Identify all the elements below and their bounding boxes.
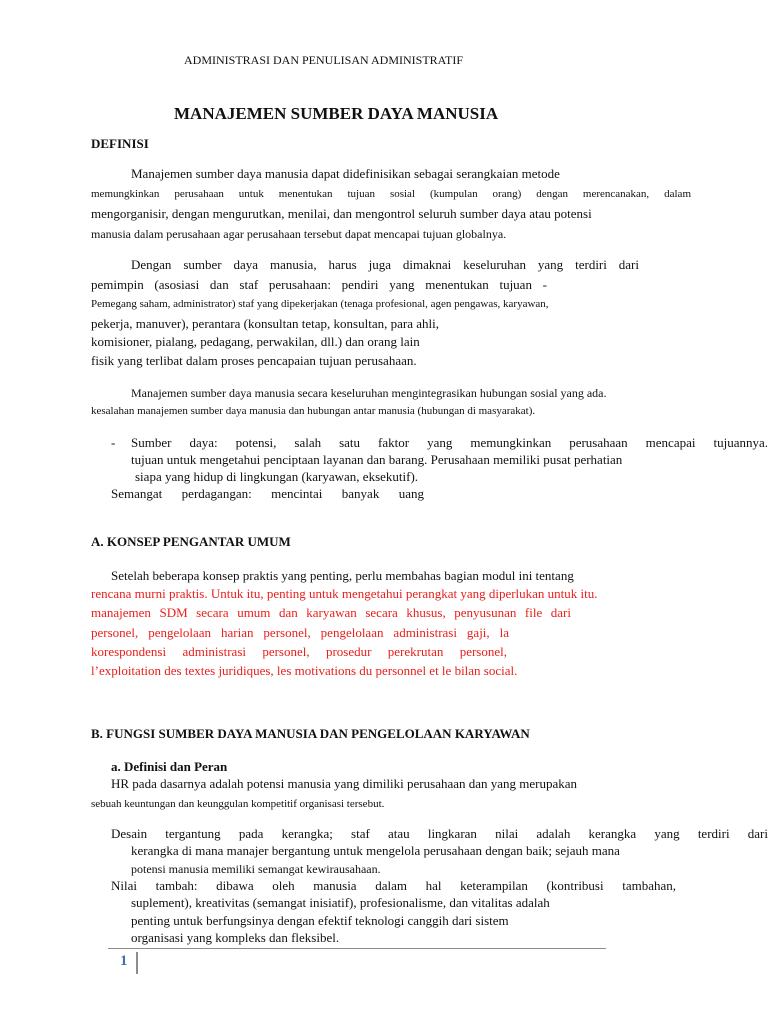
definisi-p1-line: mengorganisir, dengan mengurutkan, menilai, dan mengontrol seluruh sumber daya atau potensi bbox=[91, 206, 592, 221]
definisi-p1-line: memungkinkan perusahaan untuk menentukan tujuan sosial (kumpulan orang) dengan merencanakan, dalam bbox=[91, 188, 691, 200]
definisi-p3-line: kesalahan manajemen sumber daya manusia dan hubungan antar manusia (hubungan di masyarakat). bbox=[91, 405, 536, 417]
section-a-red-line: korespondensi administrasi personel, prosedur perekrutan personel, bbox=[91, 644, 507, 659]
desain-line: kerangka di mana manajer bergantung untuk mengelola perusahaan dengan baik; sejauh mana bbox=[131, 843, 620, 858]
hr-line: sebuah keuntungan dan keunggulan kompetitif organisasi tersebut. bbox=[91, 798, 385, 810]
page-number-divider bbox=[136, 952, 138, 974]
desain-line: Desain tergantung pada kerangka; staf atau lingkaran nilai adalah kerangka yang terdiri dari bbox=[111, 826, 768, 841]
bullet-line: siapa yang hidup di lingkungan (karyawan, eksekutif). bbox=[135, 469, 419, 484]
definisi-p1-line: manusia dalam perusahaan agar perusahaan tersebut dapat mencapai tujuan globalnya. bbox=[91, 227, 507, 241]
definisi-p2-line: komisioner, pialang, pedagang, perwakilan, dll.) dan orang lain bbox=[91, 334, 420, 349]
footer-rule bbox=[108, 948, 606, 949]
bullet-marker: - bbox=[111, 435, 116, 450]
nilai-line: organisasi yang kompleks dan fleksibel. bbox=[131, 930, 340, 945]
section-a-intro: Setelah beberapa konsep praktis yang penting, perlu membahas bagian modul ini tentang bbox=[111, 568, 574, 583]
definisi-p2-line: pekerja, manuver), perantara (konsultan tetap, konsultan, para ahli, bbox=[91, 316, 439, 331]
definisi-p1-line: Manajemen sumber daya manusia dapat didefinisikan sebagai serangkaian metode bbox=[131, 166, 560, 181]
hr-line: HR pada dasarnya adalah potensi manusia yang dimiliki perusahaan dan yang merupakan bbox=[111, 776, 578, 791]
section-b-heading: B. FUNGSI SUMBER DAYA MANUSIA DAN PENGELOLAAN KARYAWAN bbox=[91, 726, 530, 741]
bullet-line: tujuan untuk mengetahui penciptaan layanan dan barang. Perusahaan memiliki pusat perhatian bbox=[131, 452, 623, 467]
definisi-p2-line: Dengan sumber daya manusia, harus juga dimaknai keseluruhan yang terdiri dari bbox=[131, 257, 639, 272]
section-a-red-line: l’exploitation des textes juridiques, les motivations du personnel et le bilan social. bbox=[91, 663, 518, 678]
section-a-red-line: rencana murni praktis. Untuk itu, penting untuk mengetahui perangkat yang diperlukan untuk itu. bbox=[91, 586, 598, 601]
definisi-p2-line: Pemegang saham, administrator) staf yang dipekerjakan (tenaga profesional, agen pengawas, karyawan, bbox=[91, 298, 549, 310]
section-a-red-line: personel, pengelolaan harian personel, pengelolaan administrasi gaji, la bbox=[91, 625, 509, 640]
section-b-subheading: a. Definisi dan Peran bbox=[111, 759, 228, 774]
definisi-p2-line: fisik yang terlibat dalam proses pencapaian tujuan perusahaan. bbox=[91, 353, 417, 368]
nilai-line: suplement), kreativitas (semangat inisiatif), profesionalisme, dan vitalitas adalah bbox=[131, 895, 550, 910]
nilai-line: Nilai tambah: dibawa oleh manusia dalam hal keterampilan (kontribusi tambahan, bbox=[111, 878, 676, 893]
section-a-heading: A. KONSEP PENGANTAR UMUM bbox=[91, 534, 291, 549]
section-a-red-line: manajemen SDM secara umum dan karyawan secara khusus, penyusunan file dari bbox=[91, 605, 571, 620]
page-title: MANAJEMEN SUMBER DAYA MANUSIA bbox=[174, 104, 499, 123]
definisi-p2-line: pemimpin (asosiasi dan staf perusahaan: pendiri yang menentukan tujuan - bbox=[91, 277, 547, 292]
bullet-line: Sumber daya: potensi, salah satu faktor yang memungkinkan perusahaan mencapai tujuannya. bbox=[131, 435, 768, 450]
page-number: 1 bbox=[120, 953, 128, 969]
document-header: ADMINISTRASI DAN PENULISAN ADMINISTRATIF bbox=[184, 53, 464, 67]
semangat-line: Semangat perdagangan: mencintai banyak uang bbox=[111, 486, 424, 501]
definisi-p3-line: Manajemen sumber daya manusia secara keseluruhan mengintegrasikan hubungan sosial yang ada. bbox=[131, 386, 607, 400]
nilai-line: penting untuk berfungsinya dengan efektif teknologi canggih dari sistem bbox=[131, 913, 509, 928]
definisi-heading: DEFINISI bbox=[91, 136, 149, 151]
desain-line: potensi manusia memiliki semangat kewirausahaan. bbox=[131, 862, 381, 876]
